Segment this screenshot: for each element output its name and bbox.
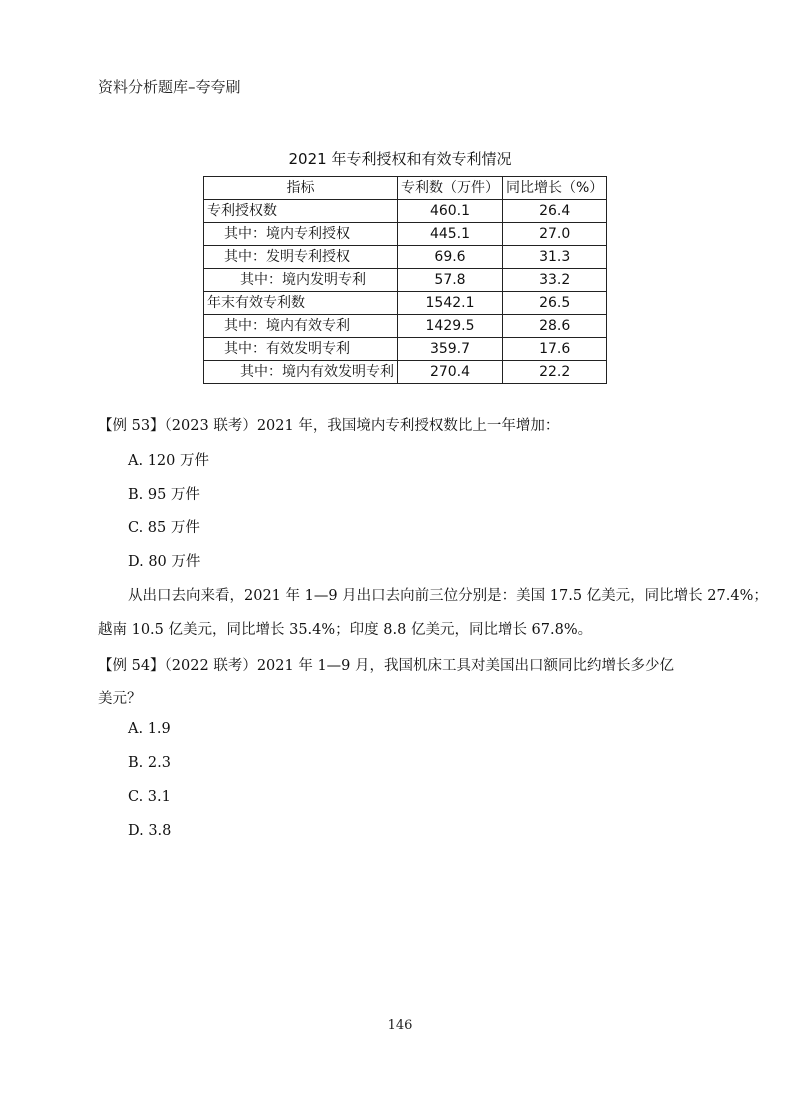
row-count: 69.6: [398, 246, 503, 269]
row-growth: 27.0: [503, 223, 607, 246]
row-growth: 26.5: [503, 292, 607, 315]
row-label: 其中：境内发明专利: [204, 269, 398, 292]
row-count: 445.1: [398, 223, 503, 246]
row-growth: 28.6: [503, 315, 607, 338]
row-label: 专利授权数: [204, 200, 398, 223]
row-growth: 17.6: [503, 338, 607, 361]
question-54-stem-line-2: 美元？: [98, 691, 142, 707]
row-count: 57.8: [398, 269, 503, 292]
row-growth: 22.2: [503, 361, 607, 384]
table-row: [204, 315, 607, 338]
page-number: 146: [387, 1018, 413, 1033]
question-53-option-b[interactable]: B. 95 万件: [128, 487, 200, 503]
column-header-indicator: 指标: [204, 177, 398, 200]
row-growth: 33.2: [503, 269, 607, 292]
row-growth: 31.3: [503, 246, 607, 269]
table-row: [204, 223, 607, 246]
table-row: [204, 361, 607, 384]
row-label: 其中：有效发明专利: [204, 338, 398, 361]
column-header-growth: 同比增长（%）: [503, 177, 607, 200]
row-label: 年末有效专利数: [204, 292, 398, 315]
question-53-option-d[interactable]: D. 80 万件: [128, 554, 201, 570]
row-count: 460.1: [398, 200, 503, 223]
row-count: 270.4: [398, 361, 503, 384]
question-53-stem: 【例 53】（2023 联考）2021 年，我国境内专利授权数比上一年增加：: [98, 418, 560, 434]
row-growth: 26.4: [503, 200, 607, 223]
question-54-stem-line-1: 【例 54】（2022 联考）2021 年 1—9 月，我国机床工具对美国出口额同比约增长多少亿: [98, 658, 674, 674]
table-row: [204, 269, 607, 292]
question-53-option-c[interactable]: C. 85 万件: [128, 520, 200, 536]
table-row: [204, 246, 607, 269]
row-label: 其中：境内有效专利: [204, 315, 398, 338]
passage-line-2: 越南 10.5 亿美元，同比增长 35.4%；印度 8.8 亿美元，同比增长 67.8%。: [98, 622, 593, 638]
patent-table: [203, 176, 607, 384]
table-title: 2021 年专利授权和有效专利情况: [288, 150, 512, 168]
table-header-row: [204, 177, 607, 200]
page-header: 资料分析题库–夸夸刷: [98, 78, 241, 96]
question-54-option-c[interactable]: C. 3.1: [128, 789, 171, 805]
question-54-option-a[interactable]: A. 1.9: [128, 721, 171, 737]
row-count: 1429.5: [398, 315, 503, 338]
row-count: 1542.1: [398, 292, 503, 315]
question-53-option-a[interactable]: A. 120 万件: [128, 453, 209, 469]
question-54-option-d[interactable]: D. 3.8: [128, 823, 172, 839]
row-count: 359.7: [398, 338, 503, 361]
column-header-count: 专利数（万件）: [398, 177, 503, 200]
question-54-option-b[interactable]: B. 2.3: [128, 755, 171, 771]
row-label: 其中：发明专利授权: [204, 246, 398, 269]
passage-line-1: 从出口去向来看，2021 年 1—9 月出口去向前三位分别是：美国 17.5 亿美元，同比增长 27.4%；: [128, 588, 768, 604]
table-row: [204, 292, 607, 315]
row-label: 其中：境内有效发明专利: [204, 361, 398, 384]
table-row: [204, 200, 607, 223]
table-row: [204, 338, 607, 361]
row-label: 其中：境内专利授权: [204, 223, 398, 246]
